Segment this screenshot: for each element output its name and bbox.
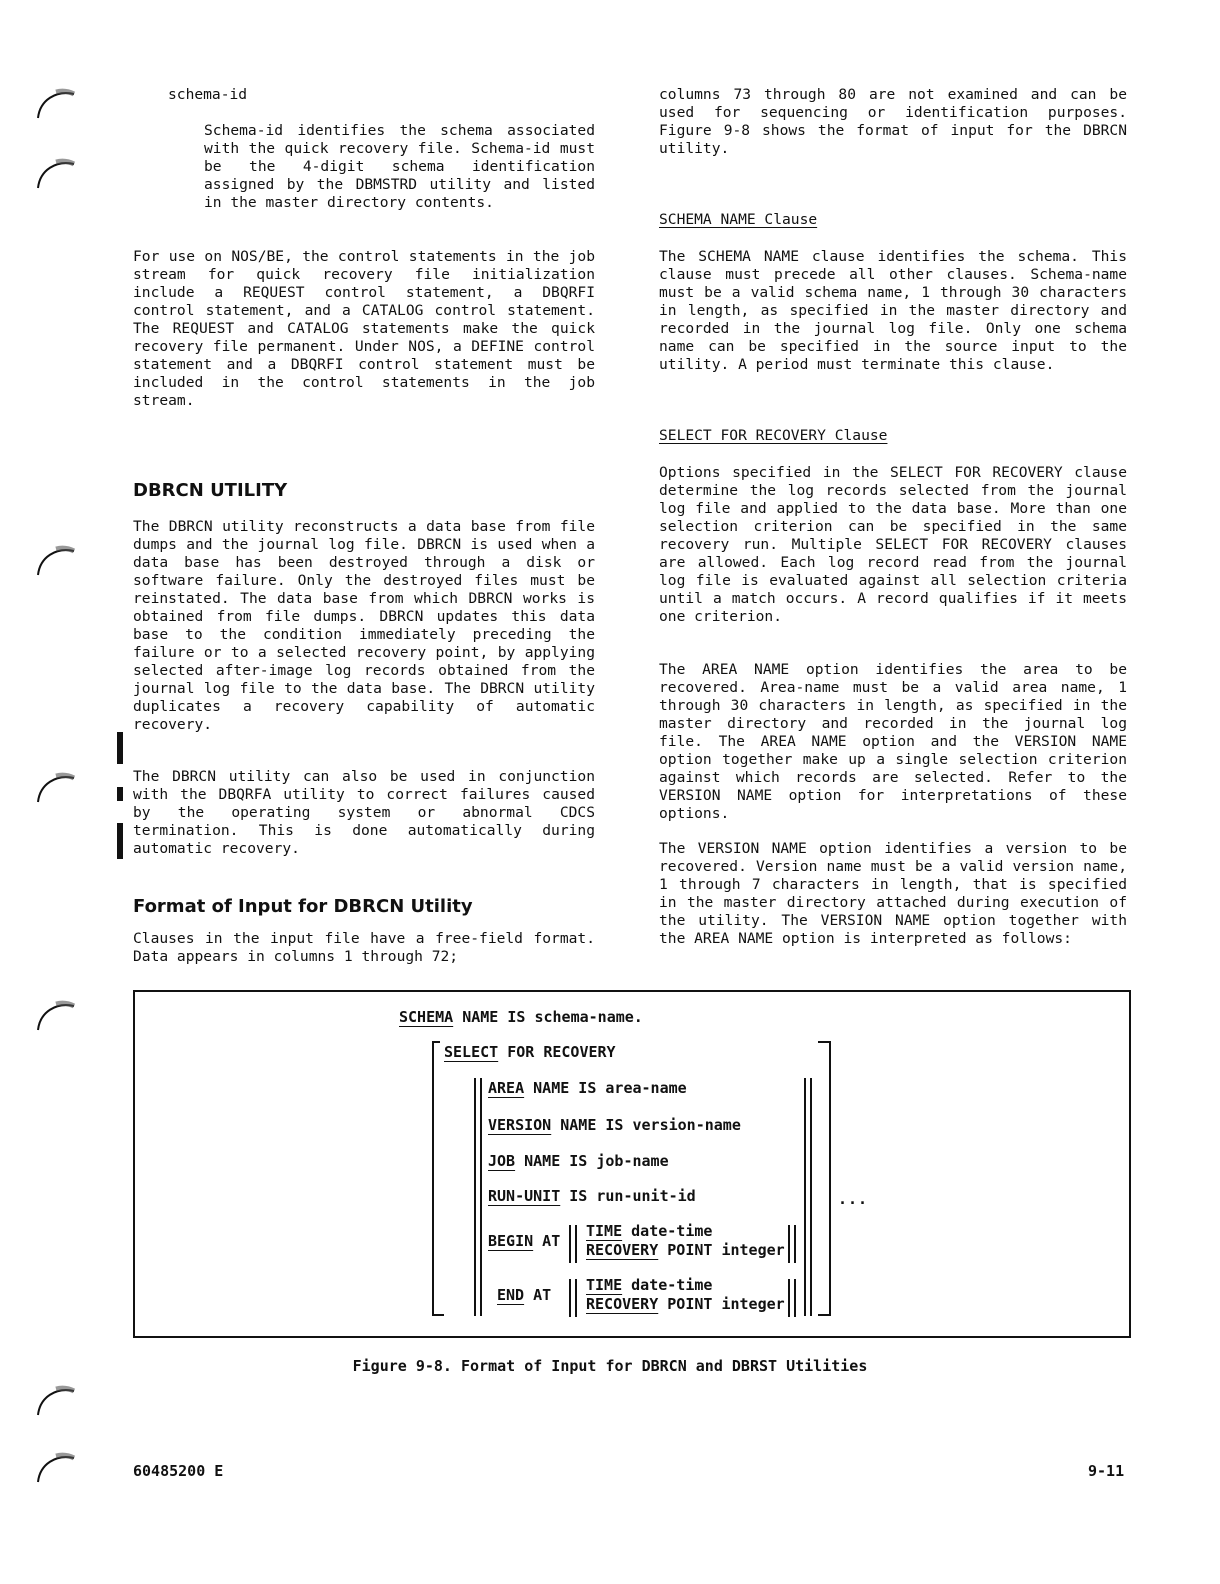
begin-recovery-choice (586, 1241, 785, 1259)
area-name-option (488, 1079, 687, 1097)
schema-name-line (399, 1008, 643, 1026)
time-keyword: TIME (586, 1222, 623, 1240)
page-number: 9-11 (1088, 1462, 1125, 1480)
select-rest: FOR RECOVERY (498, 1043, 616, 1061)
change-bar (117, 823, 123, 859)
area-name-paragraph: The AREA NAME option identifies the area to be recovered. Area-name must be a valid area name, 1 through 30 characters in length, as specified in the master directory and recorded in the journal log file. The AREA NAME option and the VERSION NAME option together make up a single selection criterion against which records are selected. Refer to the VERSION NAME option for interpretations of these options. (659, 661, 1127, 822)
schema-name-clause-heading: SCHEMA NAME Clause (659, 211, 818, 228)
begin-bar-right-1 (788, 1225, 790, 1263)
begin-rest: AT (533, 1232, 561, 1250)
bracket-right-top (818, 1041, 831, 1043)
recovery-rest: POINT integer (658, 1295, 785, 1313)
begin-bar-left-1 (569, 1225, 571, 1263)
begin-time-choice (586, 1222, 712, 1240)
schema-id-definition: Schema-id identifies the schema associated with the quick recovery file. Schema-id must be the 4-digit schema identification assigned by the DBMSTRD utility and listed in the master directory contents. (204, 122, 595, 211)
options-bar-right-2 (810, 1078, 812, 1316)
punch-hole-mark (34, 158, 82, 192)
end-rest: AT (524, 1286, 552, 1304)
dbrcn-paragraph-2: The DBRCN utility can also be used in conjunction with the DBQRFA utility to correct failures caused by the operating system or abnormal CDCS termination. This is done automatically during automatic recovery. (133, 768, 595, 857)
document-number: 60485200 E (133, 1462, 224, 1480)
change-bar (117, 732, 123, 764)
dbrcn-utility-heading: DBRCN UTILITY (133, 480, 288, 501)
punch-hole-mark (34, 1452, 82, 1486)
bracket-left (432, 1041, 434, 1316)
punch-hole-mark (34, 88, 82, 122)
select-keyword: SELECT (444, 1043, 499, 1061)
format-paragraph: Clauses in the input file have a free-field format. Data appears in columns 1 through 72; (133, 930, 595, 965)
bracket-right (829, 1041, 831, 1316)
end-bar-left-1 (569, 1279, 571, 1317)
version-rest: NAME IS version-name (551, 1116, 741, 1134)
version-name-paragraph: The VERSION NAME option identifies a version to be recovered. Version name must be a valid version name, 1 through 7 characters in length, that is specified in the master directory attached during execution of the utility. The VERSION NAME option together with the AREA NAME option is interpreted as follows: (659, 840, 1127, 947)
end-bar-left-2 (575, 1279, 577, 1317)
end-time-choice (586, 1276, 712, 1294)
select-for-recovery-paragraph: Options specified in the SELECT FOR RECOVERY clause determine the log records selected from the journal log file and applied to the data base. More than one selection criterion can be specified in the same recovery run. Multiple SELECT FOR RECOVERY clauses are allowed. Each log record read from the journal log file is evaluated against all selection criteria until a match occurs. A record qualifies if it meets one criterion. (659, 464, 1127, 625)
end-at-option (497, 1286, 551, 1304)
bracket-left-bottom (432, 1314, 444, 1316)
time-rest: date-time (622, 1222, 713, 1240)
nos-paragraph: For use on NOS/BE, the control statements in the job stream for quick recovery file initialization include a REQUEST control statement, a DBQRFI control statement, and a CATALOG control statement. The REQUEST and CATALOG statements make the quick recovery file permanent. Under NOS, a DEFINE control statement and a DBQRFI control statement must be included in the control statements in the job stream. (133, 248, 595, 409)
punch-hole-mark (34, 545, 82, 579)
end-bar-right-1 (788, 1279, 790, 1317)
area-keyword: AREA (488, 1079, 525, 1097)
job-rest: NAME IS job-name (515, 1152, 669, 1170)
schema-name-rest: NAME IS schema-name. (453, 1008, 643, 1026)
dbrcn-paragraph-1: The DBRCN utility reconstructs a data base from file dumps and the journal log file. DBRCN is used when a data base has been destroyed through a disk or software failure. Only the destroyed files must be reinstated. The data base from which DBRCN works is obtained from file dumps. DBRCN updates this data base to the condition immediately preceding the failure or to a selected recovery point, by applying selected after-image log records obtained from the journal log file to the data base. The DBRCN utility duplicates a recovery capability of automatic recovery. (133, 518, 595, 733)
change-bar (117, 787, 123, 801)
begin-at-option (488, 1232, 560, 1250)
select-for-recovery-line (444, 1043, 616, 1061)
area-rest: NAME IS area-name (524, 1079, 687, 1097)
begin-bar-right-2 (794, 1225, 796, 1263)
begin-keyword: BEGIN (488, 1232, 534, 1250)
run-unit-keyword: RUN-UNIT (488, 1187, 561, 1205)
run-unit-option (488, 1187, 696, 1205)
options-bar-right-1 (804, 1078, 806, 1316)
repeat-ellipsis: ... (838, 1190, 869, 1208)
punch-hole-mark (34, 1000, 82, 1034)
end-keyword: END (497, 1286, 525, 1304)
version-keyword: VERSION (488, 1116, 552, 1134)
job-name-option (488, 1152, 669, 1170)
format-input-heading: Format of Input for DBRCN Utility (133, 896, 473, 917)
recovery-rest: POINT integer (658, 1241, 785, 1259)
schema-name-paragraph: The SCHEMA NAME clause identifies the schema. This clause must precede all other clauses. Schema-name must be a valid schema name, 1 through 30 characters in length, as specified in the master directory and recorded in the journal log file. Only one schema name can be specified in the source input to the utility. A period must terminate this clause. (659, 248, 1127, 373)
options-bar-left-1 (474, 1078, 476, 1316)
punch-hole-mark (34, 1385, 82, 1419)
figure-caption: Figure 9-8. Format of Input for DBRCN and DBRST Utilities (352, 1357, 868, 1375)
schema-keyword: SCHEMA (399, 1008, 454, 1026)
recovery-keyword: RECOVERY (586, 1241, 659, 1259)
punch-hole-mark (34, 772, 82, 806)
end-recovery-choice (586, 1295, 785, 1313)
end-bar-right-2 (794, 1279, 796, 1317)
time-keyword: TIME (586, 1276, 623, 1294)
job-keyword: JOB (488, 1152, 516, 1170)
select-for-recovery-clause-heading: SELECT FOR RECOVERY Clause (659, 427, 888, 444)
recovery-keyword: RECOVERY (586, 1295, 659, 1313)
time-rest: date-time (622, 1276, 713, 1294)
begin-bar-left-2 (575, 1225, 577, 1263)
run-unit-rest: IS run-unit-id (560, 1187, 696, 1205)
columns-continuation-paragraph: columns 73 through 80 are not examined and can be used for sequencing or identification purposes. Figure 9-8 shows the format of input for the DBRCN utility. (659, 86, 1127, 157)
bracket-right-bottom (818, 1314, 831, 1316)
schema-id-term: schema-id (168, 86, 248, 103)
bracket-left-top (432, 1041, 440, 1043)
version-name-option (488, 1116, 741, 1134)
options-bar-left-2 (480, 1078, 482, 1316)
